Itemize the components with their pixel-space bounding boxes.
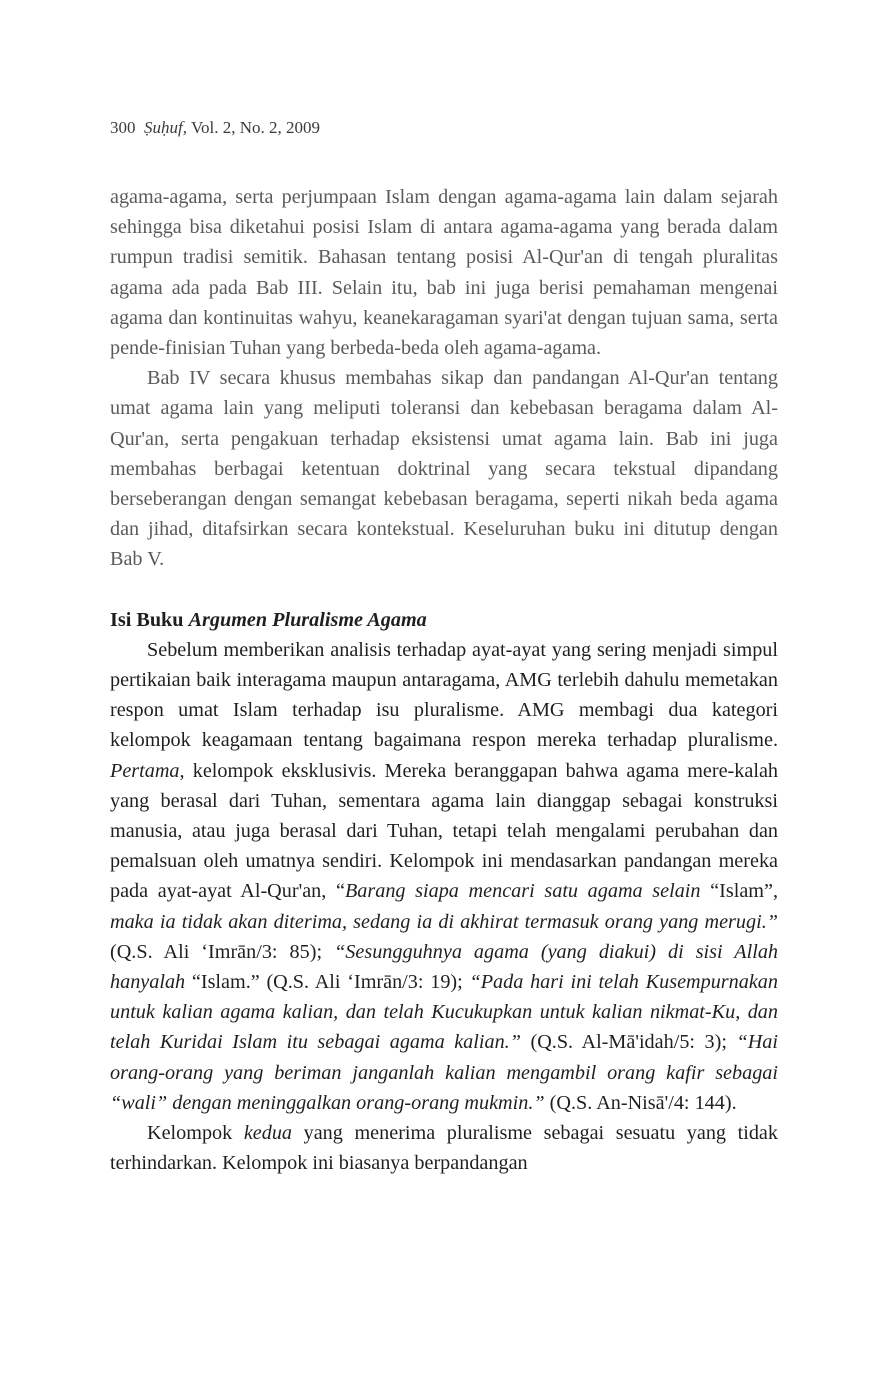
paragraph-3-text-3: “Islam”,	[710, 880, 778, 903]
paragraph-3-italic-1: Pertama,	[110, 759, 185, 782]
citation-al-maidah-3: (Q.S. Al-Mā'idah/5: 3);	[520, 1031, 737, 1054]
citation-an-nisa-144: (Q.S. An-Nisā'/4: 144).	[544, 1091, 737, 1114]
quote-ali-imran-85-part-2: maka ia tidak akan diterima, sedang ia di akhirat termasuk orang yang merugi.”	[110, 910, 778, 933]
quote-al-maidah-3: “Pada hari ini telah Kusempurnakan untuk kalian agama kalian, dan telah Kucukupkan untuk kalian nikmat-Ku, dan telah Kuridai Islam itu sebagai agama kalian.”	[110, 971, 778, 1054]
quote-ali-imran-85-part-1: Barang siapa mencari satu agama selain	[344, 880, 711, 903]
article-body	[110, 182, 778, 1179]
paragraph-4-italic-1: kedua	[243, 1122, 293, 1145]
paragraph-4	[110, 1118, 778, 1178]
paragraph-3-text-1: Sebelum memberikan analisis terhadap ayat-ayat yang sering menjadi simpul pertikaian baik interagama maupun antaragama, AMG terlebih dahulu memetakan respon umat Islam terhadap isu pluralisme. AMG membagi dua kategori kelompok keagamaan tentang bagaimana respon mereka terhadap pluralisme.	[110, 638, 778, 752]
running-header	[110, 118, 320, 138]
section-heading-title: Argumen Pluralisme Agama	[188, 608, 427, 631]
paragraph-2: Bab IV secara khusus membahas sikap dan pandangan Al-Qur'an tentang umat agama lain yang meliputi toleransi dan kebebasan beragama dalam Al-Qur'an, serta pengakuan terhadap eksistensi umat agama lain. Bab ini juga membahas berbagai ketentuan doktrinal yang secara tekstual dipandang berseberangan dengan semangat kebebasan beragama, seperti nikah beda agama dan jihad, ditafsirkan secara kontekstual. Keseluruhan buku ini ditutup dengan Bab V.	[110, 367, 778, 571]
citation-ali-imran-19: “Islam.” (Q.S. Ali ‘Imrān/3: 19);	[185, 971, 470, 994]
section-heading	[110, 605, 778, 635]
quote-an-nisa-144: “Hai orang-orang yang beriman janganlah kalian mengambil orang kafir sebagai “wali” dengan meninggalkan orang-orang mukmin.”	[110, 1031, 778, 1114]
paragraph-3	[110, 635, 778, 1118]
paragraph-4-text-2: yang menerima pluralisme sebagai sesuatu yang tidak terhindarkan. Kelompok ini biasanya berpandangan	[110, 1122, 778, 1175]
paragraph-1: agama-agama, serta perjumpaan Islam dengan agama-agama lain dalam sejarah sehingga bisa diketahui posisi Islam di antara agama-agama yang berada dalam rumpun tradisi semitik. Bahasan tentang posisi Al-Qur'an di tengah pluralitas agama ada pada Bab III. Selain itu, bab ini juga berisi pemahaman mengenai agama dan kontinuitas wahyu, keanekaragaman syari'at dengan tujuan sama, serta pende-finisian Tuhan yang berbeda-beda oleh agama-agama.	[110, 186, 778, 360]
quote-ali-imran-19: “Sesungguhnya agama (yang diakui) di sisi Allah hanyalah	[110, 940, 779, 994]
section-heading-prefix: Isi Buku	[110, 608, 189, 631]
paragraph-3-text-2: kelompok eksklusivis. Mereka beranggapan bahwa agama mere-kalah yang berasal dari Tuhan, sementara agama lain dianggap sebagai konstruksi manusia, atau juga berasal dari Tuhan, tetapi telah mengalami perubahan dan pemalsuan oleh umatnya sendiri. Kelompok ini mendasarkan pandangan mereka pada ayat-ayat Al-Qur'an, “	[110, 759, 778, 903]
page-number: 300	[110, 118, 136, 137]
paragraph-4-text-1: Kelompok	[147, 1122, 244, 1145]
journal-name: Ṣuḥuf,	[144, 118, 187, 137]
journal-issue: Vol. 2, No. 2, 2009	[190, 118, 321, 137]
citation-ali-imran-85: (Q.S. Ali ‘Imrān/3: 85);	[110, 940, 335, 963]
